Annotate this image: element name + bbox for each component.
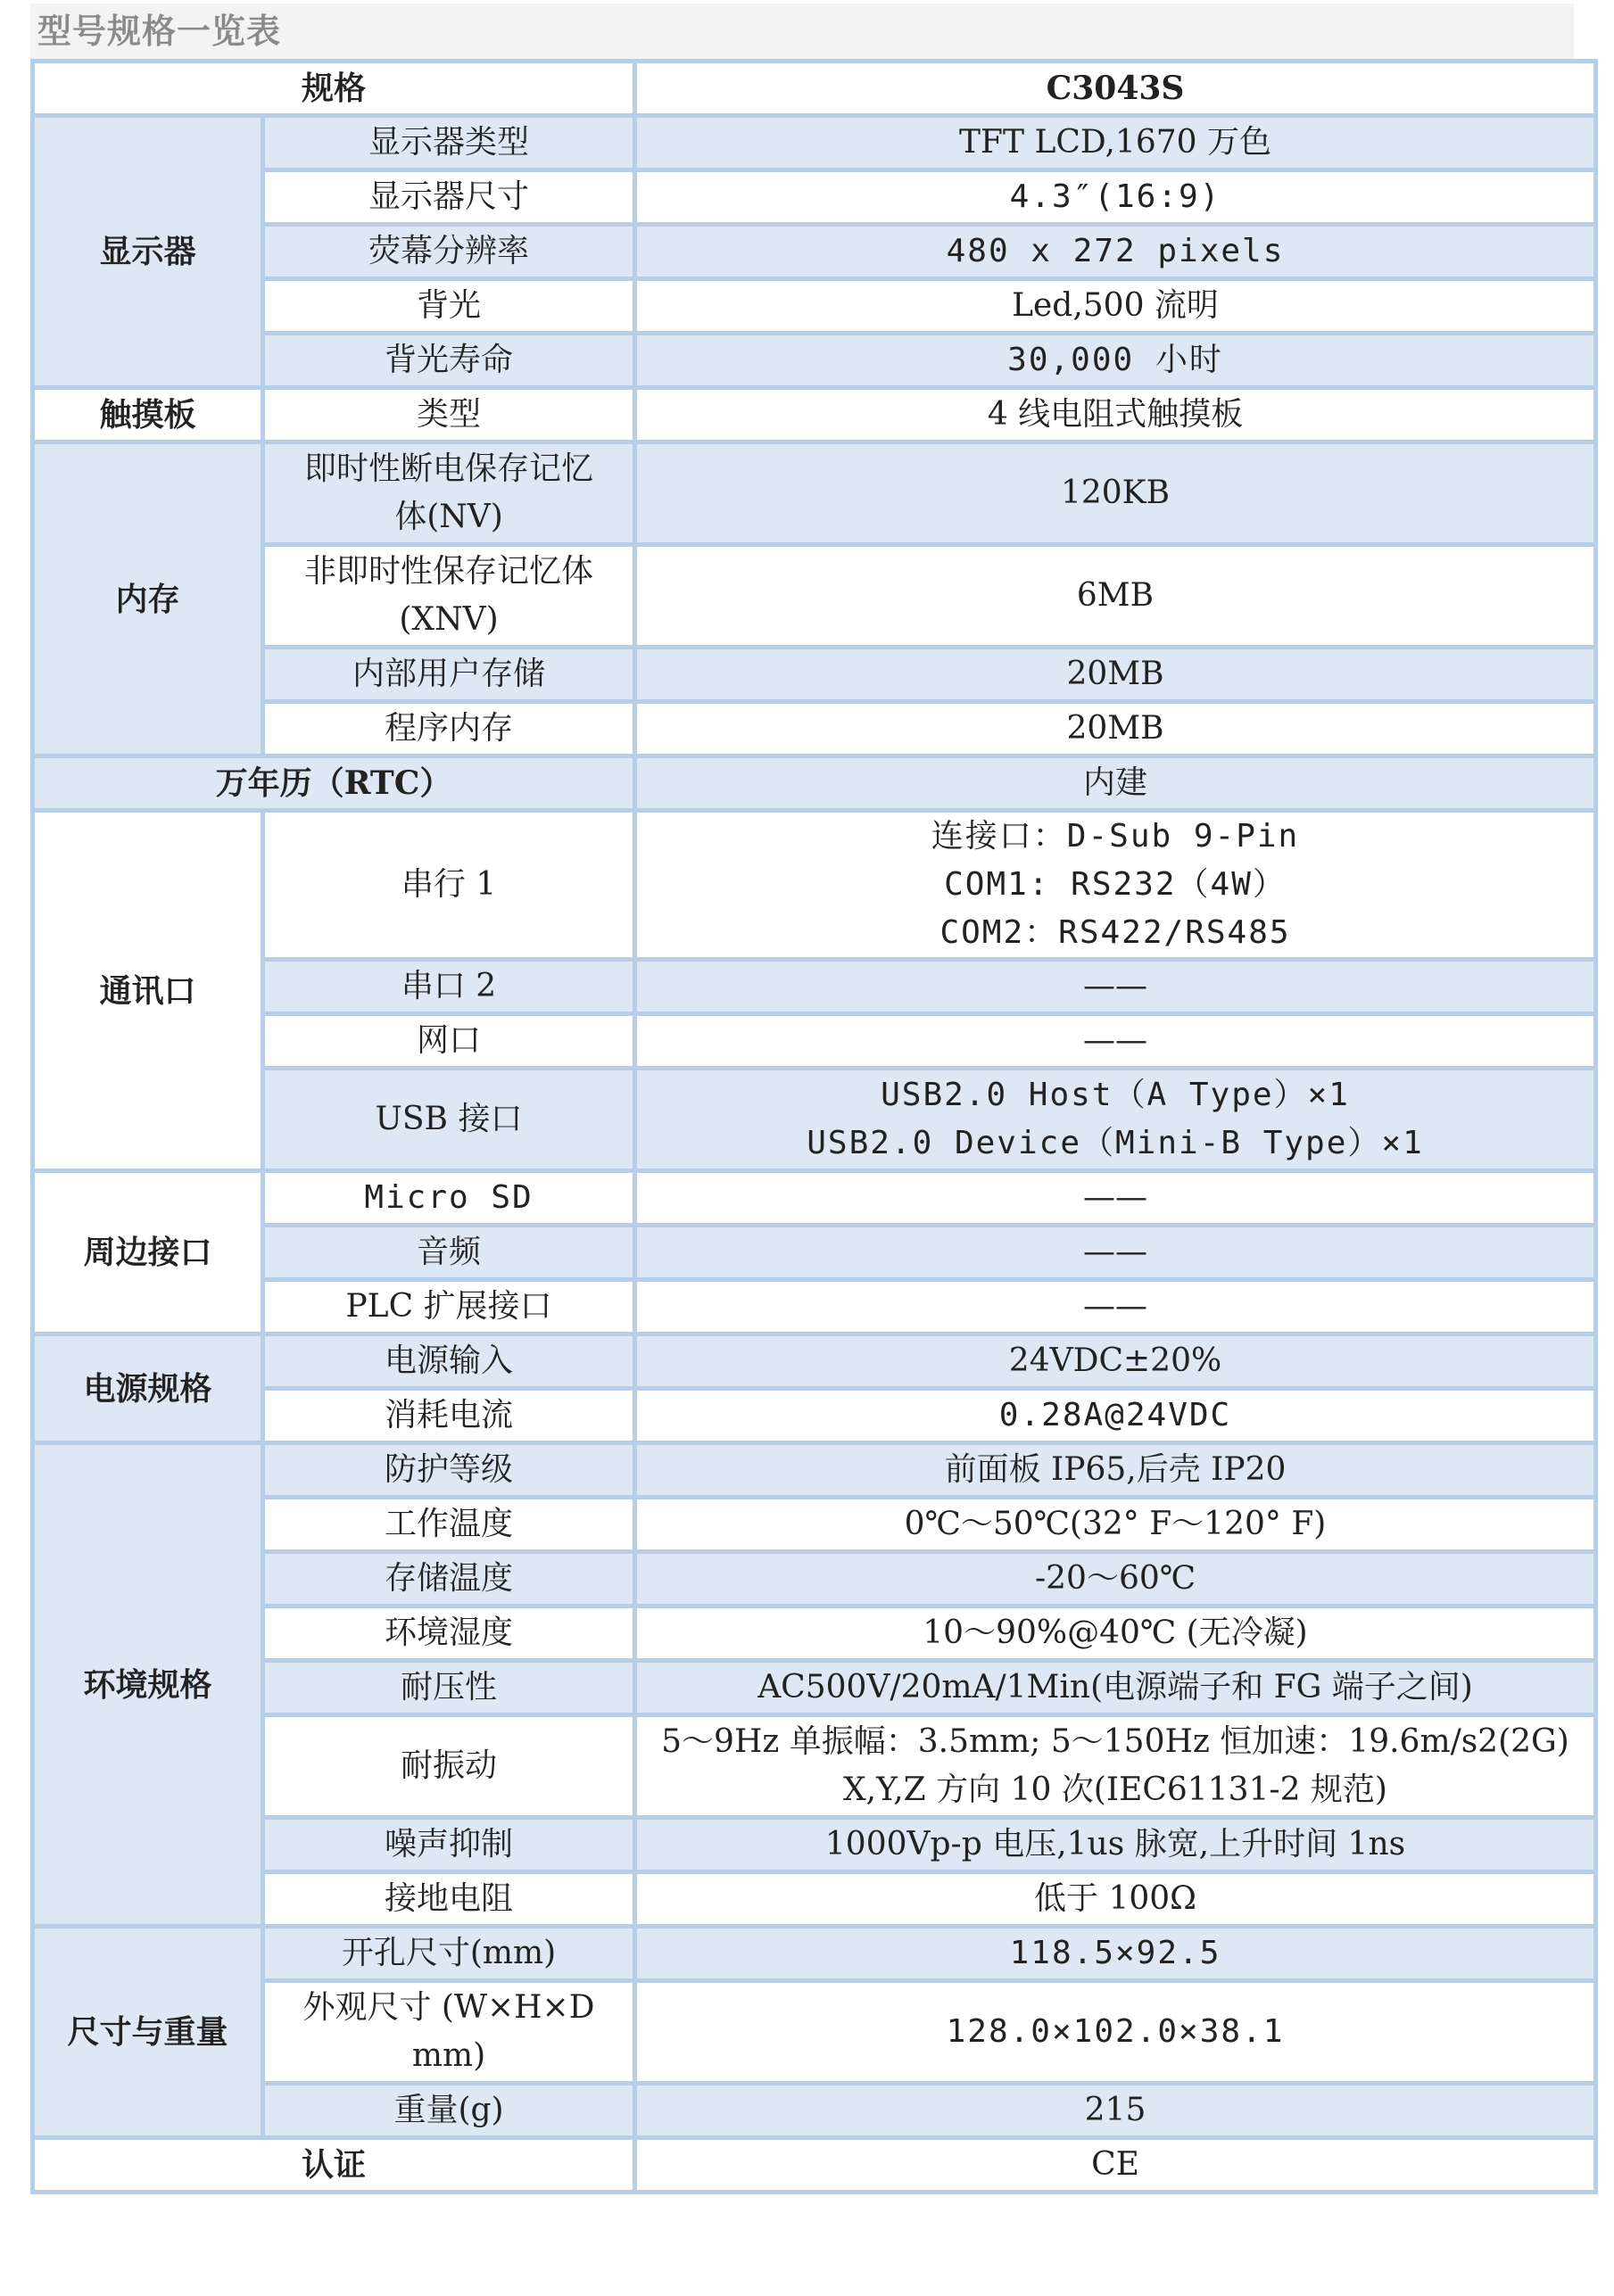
table-row [35, 172, 1593, 222]
table-row [35, 704, 1593, 754]
row-label: 开孔尺寸(mm) [265, 1928, 633, 1978]
group-power: 电源规格 [35, 1336, 261, 1441]
table-row [35, 1499, 1593, 1549]
table-row [35, 813, 1593, 957]
row-value: 480 x 272 pixels [637, 227, 1593, 277]
table-row [35, 1663, 1593, 1713]
table-row [35, 649, 1593, 699]
row-label: 存储温度 [265, 1554, 633, 1604]
row-label-line: 外观尺寸 (W×H×D [302, 1989, 595, 2026]
group-touch: 触摸板 [35, 390, 261, 440]
table-row [35, 1983, 1593, 2081]
table-row [35, 1928, 1593, 1978]
row-value-line: COM2：RS422/RS485 [939, 914, 1291, 951]
row-value-line: USB2.0 Device（Mini-B Type）×1 [807, 1125, 1424, 1161]
row-value: 20MB [637, 649, 1593, 699]
table-row [35, 1717, 1593, 1815]
row-label: Micro SD [265, 1173, 633, 1223]
row-label: 背光 [265, 281, 633, 331]
row-label-rtc: 万年历（RTC） [35, 758, 633, 808]
row-label: 噪声抑制 [265, 1820, 633, 1870]
row-value: Led,500 流明 [637, 281, 1593, 331]
row-label: 类型 [265, 390, 633, 440]
row-label-line: 非即时性保存记忆体 [304, 553, 594, 590]
row-value: 低于 100Ω [637, 1874, 1593, 1924]
group-peripheral: 周边接口 [35, 1173, 261, 1332]
group-env: 环境规格 [35, 1445, 261, 1924]
row-value: 0℃～50℃(32° F～120° F) [637, 1499, 1593, 1549]
row-label: 荧幕分辨率 [265, 227, 633, 277]
row-label [265, 547, 633, 645]
row-value: 24VDC±20% [637, 1336, 1593, 1386]
table-row [35, 1391, 1593, 1441]
group-comm: 通讯口 [35, 813, 261, 1169]
row-value [637, 1070, 1593, 1169]
table-row [35, 1016, 1593, 1066]
row-label: 音频 [265, 1227, 633, 1277]
row-label: 显示器类型 [265, 118, 633, 168]
row-value: 6MB [637, 547, 1593, 645]
row-label: 程序内存 [265, 704, 633, 754]
table-row [35, 1282, 1593, 1332]
row-label-line: 即时性断电保存记忆 [304, 450, 594, 487]
table-row [35, 758, 1593, 808]
row-value [637, 813, 1593, 957]
row-label: 串口 2 [265, 962, 633, 1012]
table-header-row [35, 63, 1593, 113]
table-row [35, 2085, 1593, 2135]
table-row [35, 281, 1593, 331]
row-label: 显示器尺寸 [265, 172, 633, 222]
table-row [35, 1608, 1593, 1658]
row-value: —— [637, 1282, 1593, 1332]
row-label: 网口 [265, 1016, 633, 1066]
table-row [35, 1227, 1593, 1277]
row-value: 30,000 小时 [637, 335, 1593, 385]
row-label: 防护等级 [265, 1445, 633, 1495]
row-label-line: mm) [411, 2037, 486, 2074]
spec-header-label: 规格 [35, 63, 633, 113]
row-value: 20MB [637, 704, 1593, 754]
table-row [35, 1336, 1593, 1386]
row-label-line: 体(NV) [394, 499, 503, 535]
row-label: 消耗电流 [265, 1391, 633, 1441]
row-label: 电源输入 [265, 1336, 633, 1386]
table-row [35, 227, 1593, 277]
table-row [35, 962, 1593, 1012]
page-title: 型号规格一览表 [37, 11, 282, 51]
row-value [637, 1717, 1593, 1815]
row-label [265, 444, 633, 542]
group-display: 显示器 [35, 118, 261, 385]
row-value: 128.0×102.0×38.1 [637, 1983, 1593, 2081]
row-value-line: X,Y,Z 方向 10 次(IEC61131-2 规范) [843, 1772, 1387, 1808]
row-value: 215 [637, 2085, 1593, 2135]
row-value: —— [637, 962, 1593, 1012]
row-value: —— [637, 1016, 1593, 1066]
table-row [35, 1445, 1593, 1495]
row-label [265, 1983, 633, 2081]
model-header: C3043S [637, 63, 1593, 113]
row-label: 内部用户存储 [265, 649, 633, 699]
row-value: -20～60℃ [637, 1554, 1593, 1604]
table-row [35, 390, 1593, 440]
row-label: 背光寿命 [265, 335, 633, 385]
spec-table [30, 59, 1598, 2194]
row-value-line: USB2.0 Host（A Type）×1 [881, 1077, 1350, 1113]
row-value: 4 线电阻式触摸板 [637, 390, 1593, 440]
table-row [35, 1554, 1593, 1604]
row-value-line: 5～9Hz 单振幅：3.5mm; 5～150Hz 恒加速：19.6m/s2(2G) [661, 1723, 1569, 1760]
row-value: TFT LCD,1670 万色 [637, 118, 1593, 168]
table-row [35, 1070, 1593, 1169]
row-value: —— [637, 1227, 1593, 1277]
row-value: 10～90%@40℃ (无冷凝) [637, 1608, 1593, 1658]
row-label: USB 接口 [265, 1070, 633, 1169]
row-value: CE [637, 2140, 1593, 2190]
row-label: 环境湿度 [265, 1608, 633, 1658]
row-label: 耐振动 [265, 1717, 633, 1815]
title-bar [30, 4, 1574, 59]
row-value: 1000Vp-p 电压,1us 脉宽,上升时间 1ns [637, 1820, 1593, 1870]
table-row [35, 1173, 1593, 1223]
row-label: 接地电阻 [265, 1874, 633, 1924]
row-value: AC500V/20mA/1Min(电源端子和 FG 端子之间) [637, 1663, 1593, 1713]
row-label-cert: 认证 [35, 2140, 633, 2190]
row-value-line: COM1: RS232（4W） [944, 866, 1287, 903]
group-size: 尺寸与重量 [35, 1928, 261, 2135]
row-value: 118.5×92.5 [637, 1928, 1593, 1978]
table-row [35, 444, 1593, 542]
row-label: 串行 1 [265, 813, 633, 957]
row-value: 前面板 IP65,后壳 IP20 [637, 1445, 1593, 1495]
row-value: 4.3″(16:9) [637, 172, 1593, 222]
table-row [35, 1874, 1593, 1924]
table-row [35, 118, 1593, 168]
table-row [35, 547, 1593, 645]
row-value: 内建 [637, 758, 1593, 808]
row-value: 120KB [637, 444, 1593, 542]
row-label-line: (XNV) [399, 601, 499, 638]
row-label: 重量(g) [265, 2085, 633, 2135]
row-label: PLC 扩展接口 [265, 1282, 633, 1332]
group-memory: 内存 [35, 444, 261, 754]
row-label: 工作温度 [265, 1499, 633, 1549]
row-value: 0.28A@24VDC [637, 1391, 1593, 1441]
row-value: —— [637, 1173, 1593, 1223]
table-row [35, 1820, 1593, 1870]
row-value-line: 连接口：D-Sub 9-Pin [931, 818, 1300, 855]
table-row [35, 2140, 1593, 2190]
row-label: 耐压性 [265, 1663, 633, 1713]
table-row [35, 335, 1593, 385]
